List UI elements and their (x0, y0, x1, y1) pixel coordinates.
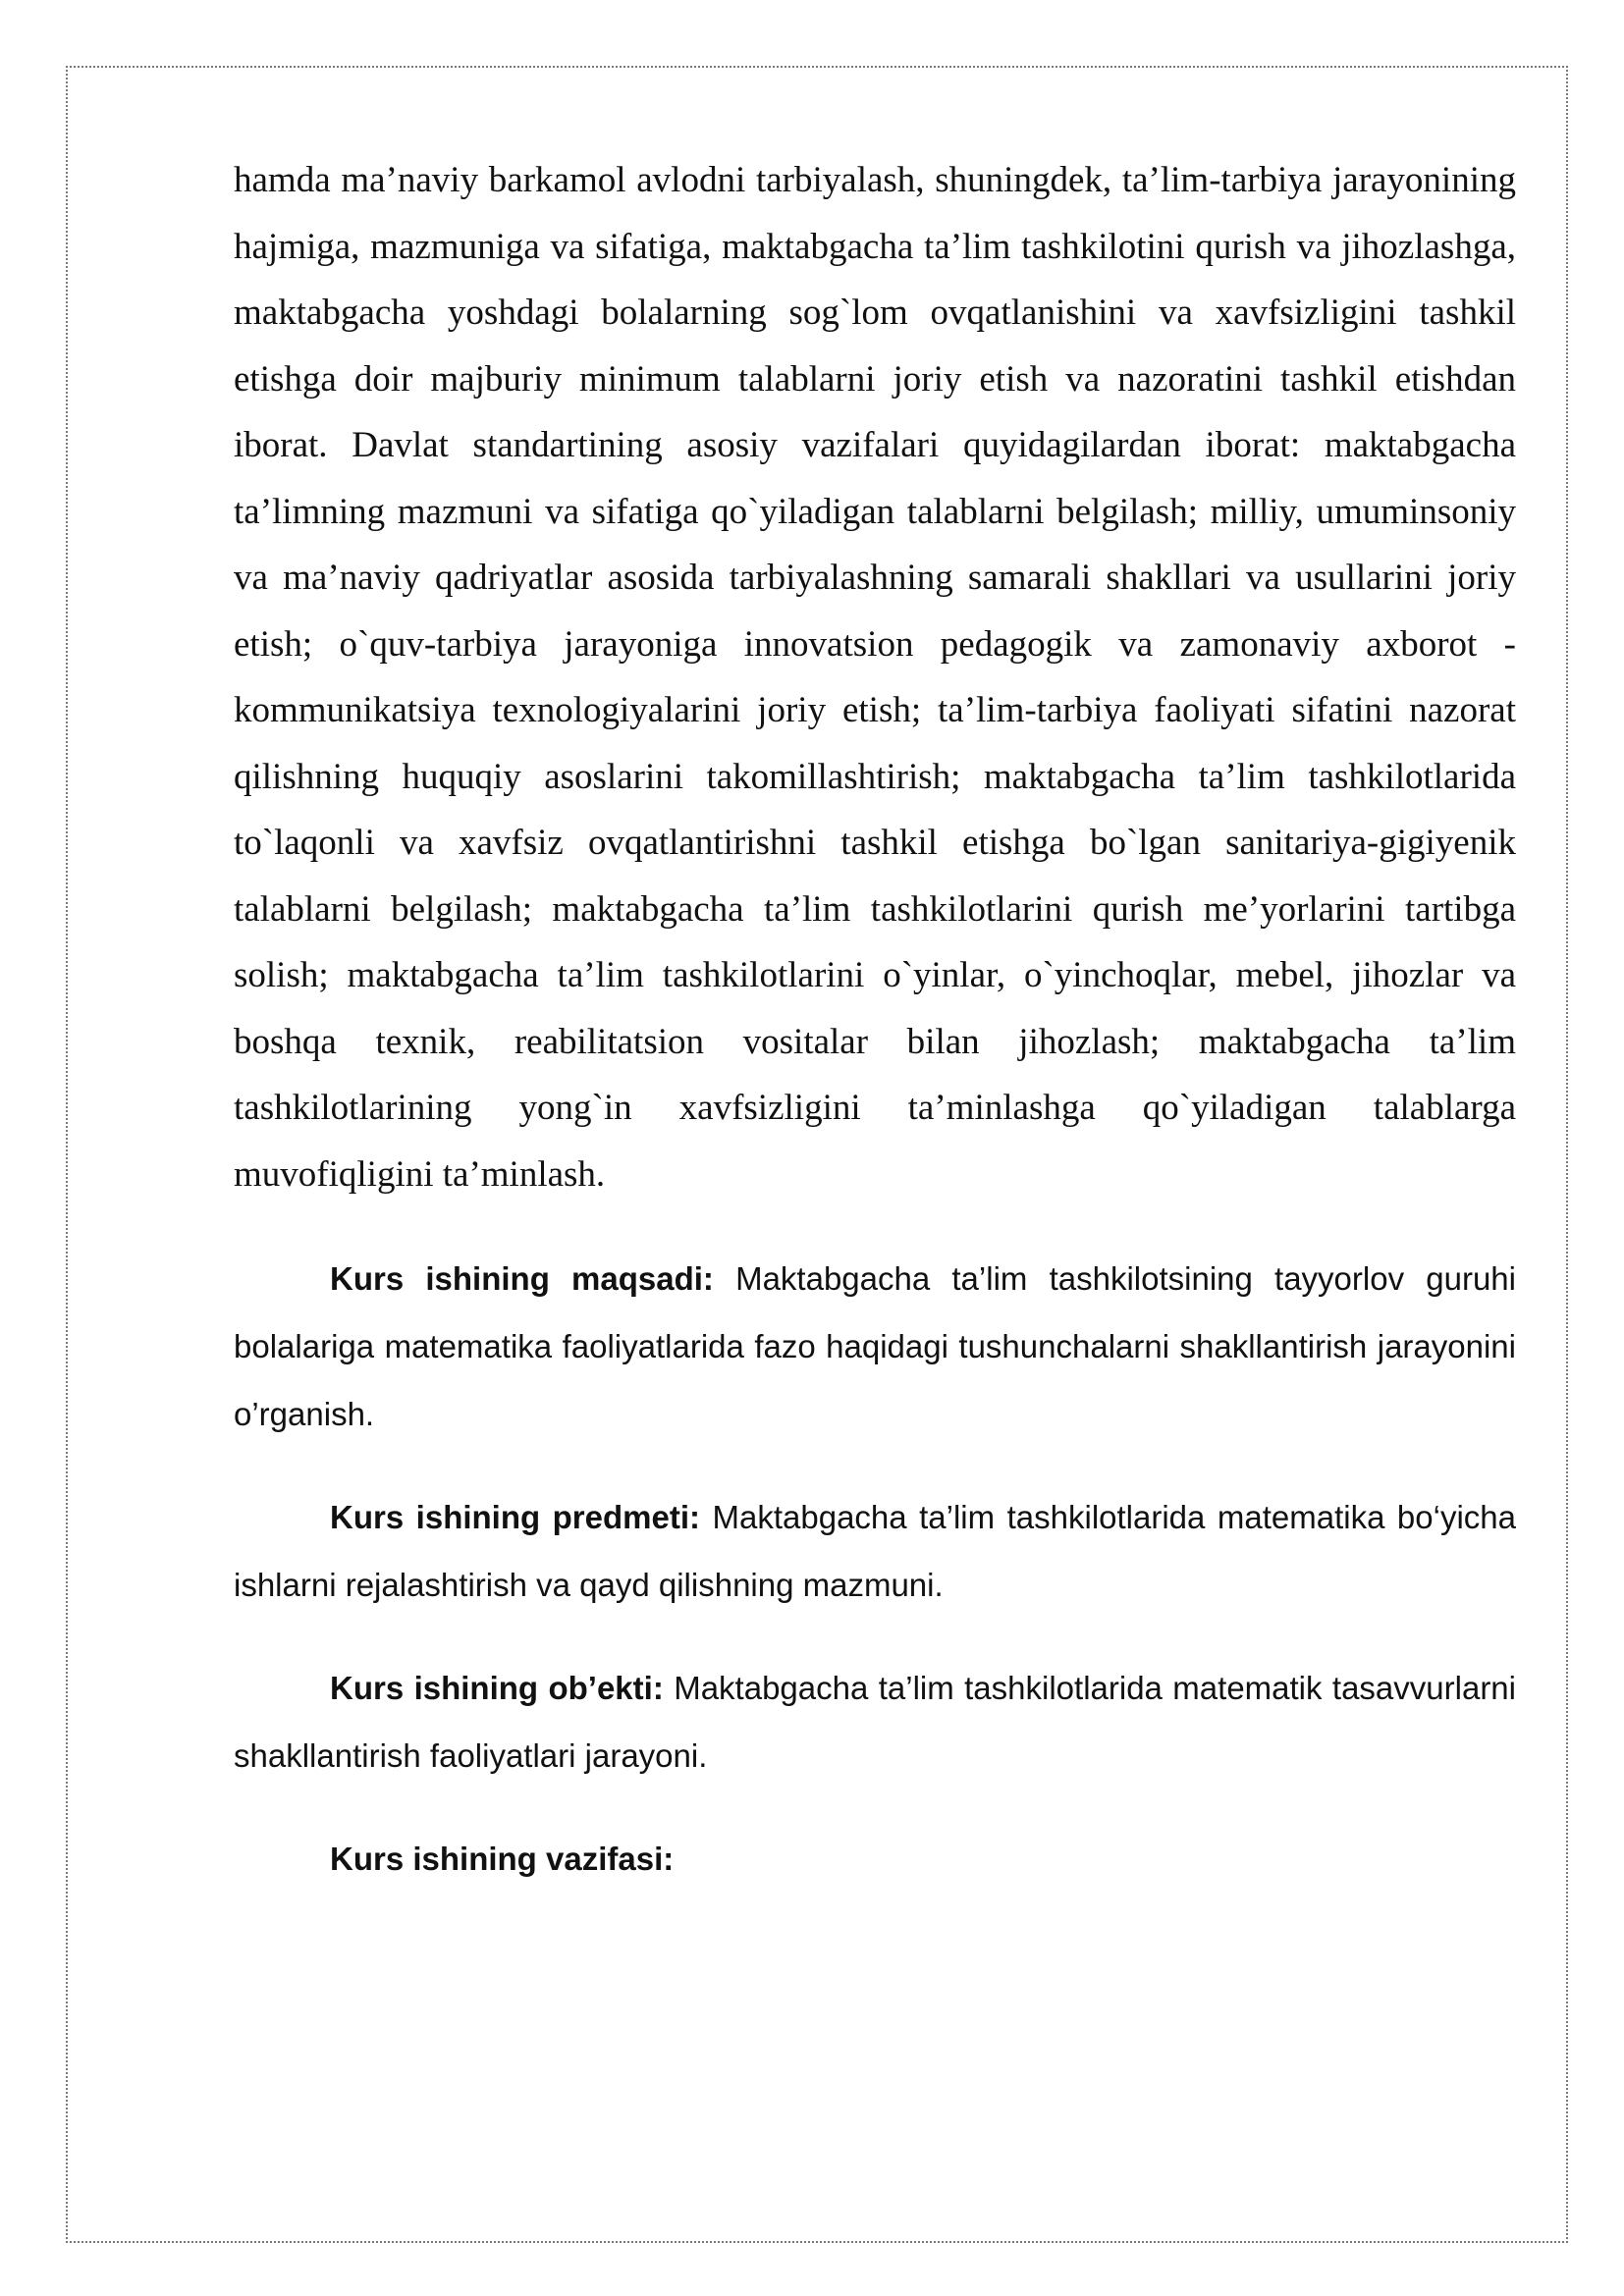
subject-label: Kurs ishining predmeti: (330, 1499, 701, 1535)
task-label: Kurs ishining vazifasi: (330, 1841, 675, 1877)
object-paragraph (234, 1654, 1516, 1789)
document-body (234, 147, 1516, 1893)
intro-paragraph: hamda ma’naviy barkamol avlodni tarbiyalash, shuningdek, ta’lim-tarbiya jarayonining hajmiga, mazmuniga va sifatiga, maktabgacha ta’lim tashkilotini qurish va jihozlashga, maktabgacha yoshdagi bolalarning sog`lom ovqatlanishini va xavfsizligini tashkil etishga doir majburiy minimum talablarni joriy etish va nazoratini tashkil etishdan iborat. Davlat standartining asosiy vazifalari quyidagilardan iborat: maktabgacha ta’limning mazmuni va sifatiga qo`yiladigan talablarni belgilash; milliy, umuminsoniy va ma’naviy qadriyatlar asosida tarbiyalashning samarali shakllari va usullarini joriy etish; o`quv-tarbiya jarayoniga innovatsion pedagogik va zamonaviy axborot -kommunikatsiya texnologiyalarini joriy etish; ta’lim-tarbiya faoliyati sifatini nazorat qilishning huquqiy asoslarini takomillashtirish; maktabgacha ta’lim tashkilotlarida to`laqonli va xavfsiz ovqatlantirishni tashkil etishga bo`lgan sanitariya-gigiyenik talablarni belgilash; maktabgacha ta’lim tashkilotlarini qurish me’yorlarini tartibga solish; maktabgacha ta’lim tashkilotlarini o`yinlar, o`yinchoqlar, mebel, jihozlar va boshqa texnik, reabilitatsion vositalar bilan jihozlash; maktabgacha ta’lim tashkilotlarining yong`in xavfsizligini ta’minlashga qo`yiladigan talablarga muvofiqligini ta’minlash. (234, 160, 1516, 1195)
subject-text: Maktabgacha ta’lim tashkilotlarida matematika bo‘yicha ishlarni rejalashtirish va qayd qilishning mazmuni. (234, 1499, 1516, 1603)
object-label: Kurs ishining ob’ekti: (330, 1670, 664, 1706)
goal-paragraph (234, 1245, 1516, 1448)
goal-text: Maktabgacha ta’lim tashkilotsining tayyorlov guruhi bolalariga matematika faoliyatlarida fazo haqidagi tushunchalarni shakllantirish jarayonini o’rganish. (234, 1260, 1516, 1432)
subject-paragraph (234, 1483, 1516, 1619)
task-paragraph (234, 1825, 1516, 1893)
goal-label: Kurs ishining maqsadi: (330, 1260, 714, 1297)
object-text: Maktabgacha ta’lim tashkilotlarida matematik tasavvurlarni shakllantirish faoliyatlari jarayoni. (234, 1670, 1516, 1774)
